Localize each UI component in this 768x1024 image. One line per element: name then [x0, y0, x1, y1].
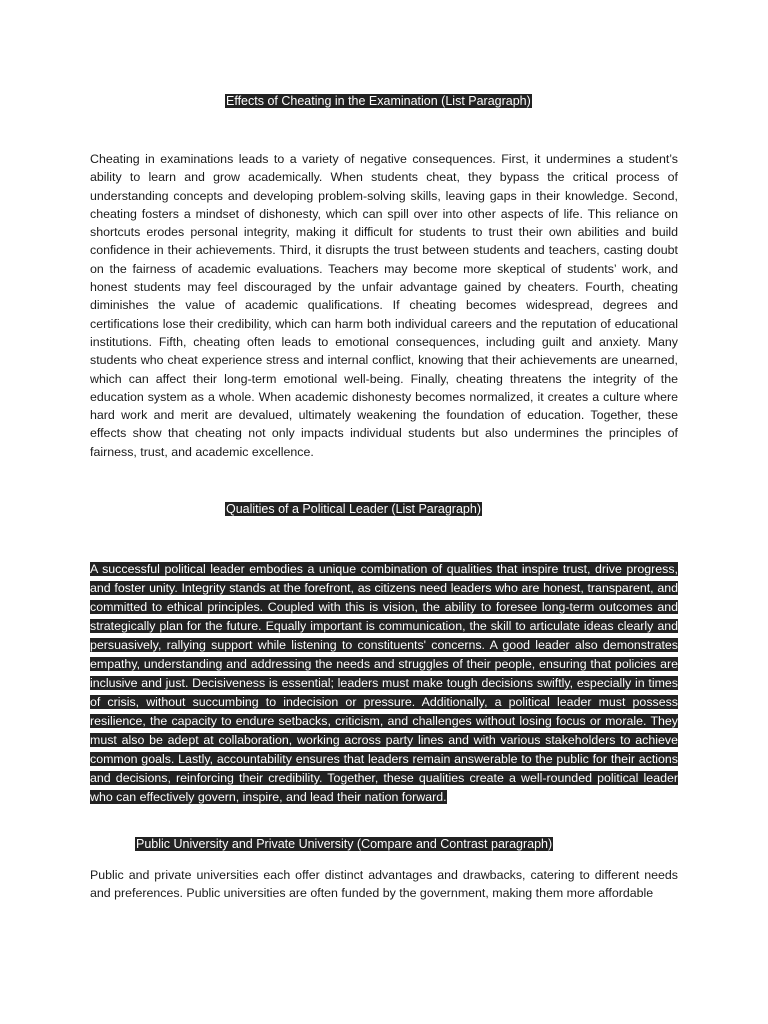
paragraph-public-private-universities: Public and private universities each offer distinct advantages and drawbacks, catering to different needs and preferences. Public universities are often funded by the government, making them more affordable: [90, 868, 678, 901]
section-title-text: Effects of Cheating in the Examination (List Paragraph): [226, 94, 531, 108]
section-title-universities: [135, 836, 553, 853]
section-title-text: Public University and Private University (Compare and Contrast paragraph): [136, 837, 553, 851]
section-title-political-leader: [225, 501, 482, 518]
paragraph-cheating-effects: Cheating in examinations leads to a variety of negative consequences. First, it undermines a student’s ability to learn and grow academically. When students cheat, they bypass the critical process of understanding concepts and developing problem-solving skills, leaving gaps in their knowledge. Second, cheating fosters a mindset of dishonesty, which can spill over into other aspects of life. This reliance on shortcuts erodes personal integrity, making it difficult for students to trust their own abilities and build confidence in their achievements. Third, it disrupts the trust between students and teachers, casting doubt on the fairness of academic evaluations. Teachers may become more skeptical of students’ work, and honest students may feel discouraged by the unfair advantage gained by cheaters. Fourth, cheating diminishes the value of academic qualifications. If cheating becomes widespread, degrees and certifications lose their credibility, which can harm both individual careers and the reputation of educational institutions. Fifth, cheating often leads to emotional consequences, including guilt and anxiety. Many students who cheat experience stress and internal conflict, knowing that their achievements are unearned, which can affect their long-term emotional well-being. Finally, cheating threatens the integrity of the education system as a whole. When academic dishonesty becomes normalized, it creates a culture where hard work and merit are devalued, ultimately weakening the foundation of education. Together, these effects show that cheating not only impacts individual students but also undermines the principles of fairness, trust, and academic excellence.: [90, 152, 678, 459]
paragraph-political-leader-qualities: [90, 560, 678, 807]
section-title-cheating: [225, 93, 532, 110]
highlighted-text: A successful political leader embodies a unique combination of qualities that inspire trust, drive progress, and foster unity. Integrity stands at the forefront, as citizens need leaders who are honest, transparent, and committed to ethical principles. Coupled with this is vision, the ability to foresee long-term outcomes and strategically plan for the future. Equally important is communication, the skill to articulate ideas clearly and persuasively, rallying support while listening to constituents' concerns. A good leader also demonstrates empathy, understanding and addressing the needs and struggles of their people, ensuring that policies are inclusive and just. Decisiveness is essential; leaders must make tough decisions swiftly, especially in times of crisis, without succumbing to indecision or pressure. Additionally, a political leader must possess resilience, the capacity to endure setbacks, criticism, and challenges without losing focus or morale. They must also be adept at collaboration, working across party lines and with various stakeholders to achieve common goals. Lastly, accountability ensures that leaders remain answerable to the public for their actions and decisions, reinforcing their credibility. Together, these qualities create a well-rounded political leader who can effectively govern, inspire, and lead their nation forward.: [90, 562, 678, 804]
section-title-text: Qualities of a Political Leader (List Paragraph): [226, 502, 481, 516]
